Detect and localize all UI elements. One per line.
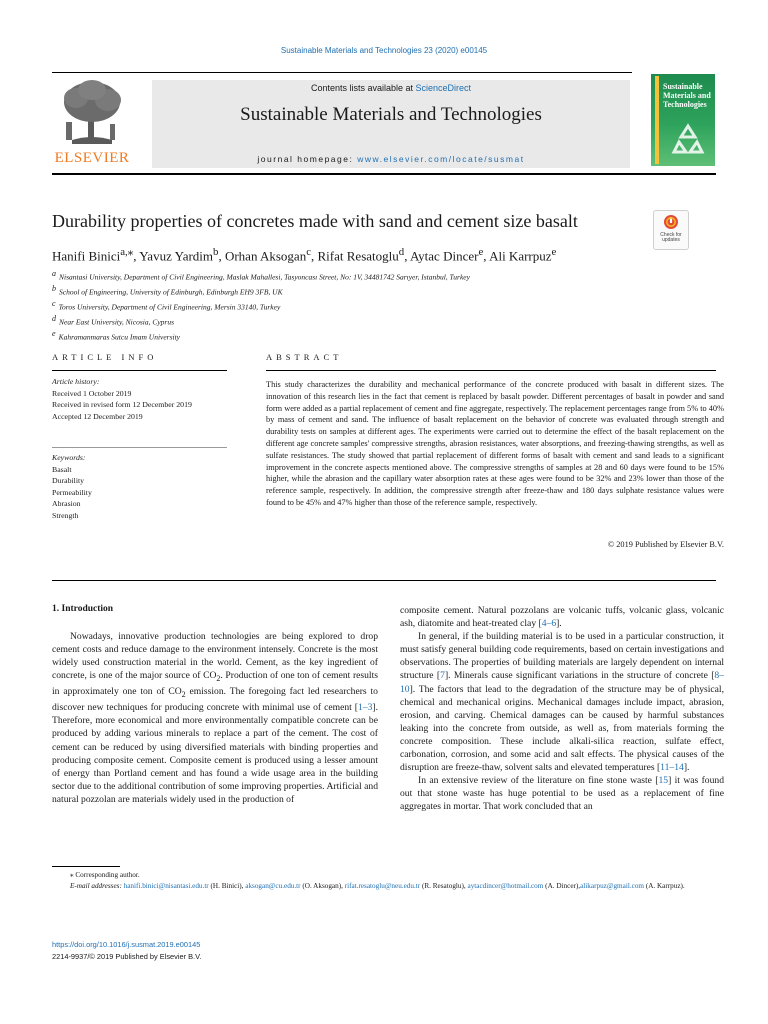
affiliation-text: Kahramanmaras Sutcu Imam University	[58, 332, 181, 342]
author-separator: ,	[404, 248, 410, 264]
author-affiliation-marker[interactable]: b	[213, 246, 219, 258]
text-span: . Production of one ton of cement results in approximately one ton of CO	[52, 670, 378, 698]
keyword-item: Permeability	[52, 487, 92, 497]
affiliation-text: School of Engineering, University of Edinburgh, Edinburgh EH9 3FB, UK	[59, 287, 283, 297]
reference-link[interactable]: 7	[440, 670, 445, 682]
cover-stripe	[655, 76, 659, 164]
text-span: In general, if the building material is to be used in a particular construction, it must satisfy general building code requirements, based on certain investigations and observations. The properties of building materials are largely dependent on internal structure [	[400, 631, 724, 682]
text-span: ].	[683, 762, 690, 774]
abstract-rule	[266, 370, 716, 371]
footnote-rule	[52, 866, 120, 867]
corresponding-author-note: ⁎ Corresponding author.	[70, 871, 140, 879]
reference-link[interactable]: 8–10	[400, 670, 724, 695]
text-span: ] it was found out that stone waste has huge potential to be used as a replacement of fine aggregates in mortar. That work concluded that an	[400, 775, 724, 813]
contents-line	[152, 83, 630, 93]
intro-paragraph	[400, 604, 724, 630]
email-owner: (A. Dincer),	[543, 882, 581, 890]
email-owner: (H. Binici),	[208, 882, 246, 890]
author-affiliation-marker[interactable]: e	[551, 246, 557, 258]
email-link[interactable]: alikarpuz@gmail.com	[580, 882, 645, 890]
recycle-icon	[671, 122, 705, 156]
header-rule-thick	[52, 173, 716, 175]
affiliation-item	[52, 328, 712, 343]
email-owner: (A. Karrpuz).	[644, 882, 685, 890]
intro-paragraph	[52, 630, 378, 806]
email-label: E-mail addresses:	[70, 882, 124, 890]
keywords-block	[52, 452, 227, 521]
accepted-date: Accepted 12 December 2019	[52, 411, 143, 421]
received-date: Received 1 October 2019	[52, 388, 132, 398]
journal-cover-image[interactable]	[651, 74, 715, 166]
text-span: composite cement. Natural pozzolans are volcanic tuffs, volcanic glass, volcanic ash, diatomite and heat-treated clay [	[400, 605, 724, 630]
author-separator: ,	[133, 248, 140, 264]
abstract-copyright: © 2019 Published by Elsevier B.V.	[607, 540, 724, 549]
text-span: ]. Minerals cause significant variations in the structure of concrete [	[444, 670, 715, 682]
author-name[interactable]: Orhan Aksogan	[224, 248, 307, 264]
intro-paragraph	[400, 774, 724, 813]
author-affiliation-marker[interactable]: c	[306, 246, 312, 258]
reference-link[interactable]: 15	[658, 775, 669, 787]
author-affiliation-marker[interactable]: e	[478, 246, 484, 258]
subscript: 2	[181, 690, 186, 700]
paper-title: Durability properties of concretes made with sand and cement size basalt	[52, 211, 578, 231]
email-owner: (R. Resatoglu),	[420, 882, 468, 890]
keyword-item: Strength	[52, 510, 79, 520]
affiliation-text: Nisantasi University, Department of Civil Engineering, Maslak Mahallesi, Tasyoncası Street, No: 1V, 34481742 Sarıyer, Istanbul, Turkey	[59, 272, 470, 282]
cover-title: Sustainable Materials and Technologies	[663, 82, 711, 109]
history-label: Article history:	[52, 377, 100, 386]
article-info-heading: ARTICLE INFO	[52, 352, 158, 362]
email-link[interactable]: hanifi.binici@nisantasi.edu.tr	[123, 882, 209, 890]
text-span: ].	[556, 618, 562, 630]
author-separator: ,	[483, 248, 490, 264]
author-name[interactable]: Aytac Dincer	[409, 248, 479, 264]
affiliation-text: Near East University, Nicosia, Cyprus	[59, 317, 174, 327]
check-updates-icon	[663, 214, 679, 230]
text-span: Nowadays, innovative production technologies are being explored to drop cement costs and reduce damage to the environment intensely. Concrete is the most widely used construction material in the world. Cement, as the key ingredient of concrete, is one of the major source of CO	[52, 631, 378, 682]
text-span: In an extensive review of the literature on fine stone waste [	[418, 775, 659, 787]
author-name[interactable]: Hanifi Binici	[52, 248, 121, 264]
abstract-text: This study characterizes the durability and mechanical performance of the concrete produced with basalt in different sizes. The innovation of this research lies in the fact that cement is replaced by basalt powder. Different percentages of basalt in powder and sand form were added as a partial replacement of cement and fine aggregate, respectively. The replacement percentages range from 5% to 40% by mass of cement and sand. The influence of basalt replacement on the behavior of concrete was evaluated through strength and durability tests on samples at different ages. The experiments were carried out to determine the effect of the basalt replacement on the different age concrete samples' compressive strengths, abrasion resistances, water absorptions, and freezing-thawing strengths, as well as sulfate resistances. The study showed that partial replacement of different forms of basalt with cement and sand leads to a significant improvement in the concrete aspects mentioned above. The compressive strengths of samples at 28 and 60 days were found to be 15% higher, while the abrasion and the capillary water absorption rates at these ages were found to be 32% and 23% lower than those of the reference sample, respectively. In addition, the compressive strength after freeze-thaw and 180 days sulphate resistance values were found to be 45% and 47% higher than those of the reference sample, respectively.	[266, 380, 724, 507]
affiliation-item	[52, 313, 712, 328]
reference-link[interactable]: 11–14	[660, 762, 684, 774]
doi-link[interactable]: https://doi.org/10.1016/j.susmat.2019.e00145	[52, 940, 201, 949]
author-affiliation-marker[interactable]: d	[398, 246, 405, 258]
author-affiliation-marker[interactable]: a,⁎	[120, 246, 134, 258]
abstract-heading: ABSTRACT	[266, 352, 343, 362]
check-updates-label: Check for updates	[660, 232, 682, 243]
elsevier-wordmark: ELSEVIER	[54, 150, 130, 166]
section-rule	[52, 580, 716, 581]
article-history	[52, 376, 227, 422]
journal-citation[interactable]: Sustainable Materials and Technologies 23 (2020) e00145	[280, 46, 488, 55]
affiliation-item	[52, 283, 712, 298]
author-separator: ,	[218, 248, 225, 264]
introduction-heading: 1. Introduction	[52, 604, 114, 614]
keywords-rule	[52, 447, 227, 448]
authors-line	[52, 245, 712, 264]
affiliations	[52, 268, 712, 343]
revised-date: Received in revised form 12 December 2019	[52, 400, 192, 409]
affiliation-text: Toros University, Department of Civil Engineering, Mersin 33140, Turkey	[58, 302, 281, 312]
text-span: ]. The factors that lead to the degradation of the structure may be of physical, chemical and mechanical origins. Mechanical damages include impact, abrasion, erosion, and carving. Chemical damages can be caused by harmful substances leaking into the concrete from outside, as well as, from materials forming the concrete composition. These include alkali-silica reaction, sulfate effect, carbonation, corrosion, and some acid and salt effects. The physical causes of the disruption are freeze-thaw, solvent salts and elevated temperatures [	[400, 683, 724, 774]
reference-link[interactable]: 1–3	[358, 702, 373, 714]
email-link[interactable]: aytacdincer@hotmail.com	[467, 882, 544, 890]
footnotes	[52, 870, 722, 892]
author-name[interactable]: Rifat Resatoglu	[317, 248, 399, 264]
journal-homepage-line	[152, 154, 630, 164]
affiliation-marker: a	[52, 269, 56, 278]
keyword-item: Abrasion	[52, 499, 81, 508]
contents-prefix: Contents lists available at	[310, 83, 416, 93]
keyword-item: Basalt	[52, 464, 72, 474]
left-column	[52, 630, 378, 806]
affiliation-item	[52, 298, 712, 313]
author-name[interactable]: Ali Karrpuz	[489, 248, 552, 264]
article-info-rule	[52, 370, 227, 371]
email-link[interactable]: rifat.resatoglu@neu.edu.tr	[344, 882, 421, 890]
text-span: emission. The foregoing fact led researchers to discover new techniques for producing concrete with minimal use of cement [	[52, 686, 378, 714]
affiliation-marker: d	[52, 314, 56, 323]
reference-link[interactable]: 4–6	[541, 618, 557, 630]
journal-name: Sustainable Materials and Technologies	[240, 104, 542, 125]
sciencedirect-link[interactable]: ScienceDirect	[415, 83, 472, 93]
email-addresses	[52, 881, 722, 892]
keywords-label: Keywords:	[52, 453, 86, 462]
header-rule	[52, 72, 632, 73]
homepage-prefix: journal homepage:	[257, 154, 358, 164]
email-owner: (O. Aksogan),	[300, 882, 345, 890]
right-column	[400, 604, 724, 814]
affiliation-marker: b	[52, 284, 56, 293]
keyword-item: Durability	[52, 476, 85, 485]
email-link[interactable]: aksogan@cu.edu.tr	[245, 882, 301, 890]
author-separator: ,	[311, 248, 318, 264]
check-for-updates-button[interactable]	[653, 210, 689, 250]
intro-paragraph	[400, 630, 724, 774]
subscript: 2	[216, 674, 221, 684]
affiliation-marker: e	[52, 329, 56, 338]
issn-line: 2214-9937/© 2019 Published by Elsevier B.V.	[52, 952, 202, 961]
journal-homepage-link[interactable]: www.elsevier.com/locate/susmat	[357, 154, 525, 164]
author-name[interactable]: Yavuz Yardim	[139, 248, 214, 264]
affiliation-marker: c	[52, 299, 56, 308]
affiliation-item	[52, 268, 712, 283]
text-span: ]. Therefore, more economical and more environmentally compatible concrete can be produced by adding various minerals to replace a part of the cement. The cost of cement can be reduced by using diversified materials with binding properties and producing composite cement. Composite cement is produced using a lesser amount of energy than Portland cement and has found a wide usage area in the building sector due to the additional contribution of some improving properties. Artificial and natural pozzolan are materials widely used in the production of	[52, 702, 378, 805]
